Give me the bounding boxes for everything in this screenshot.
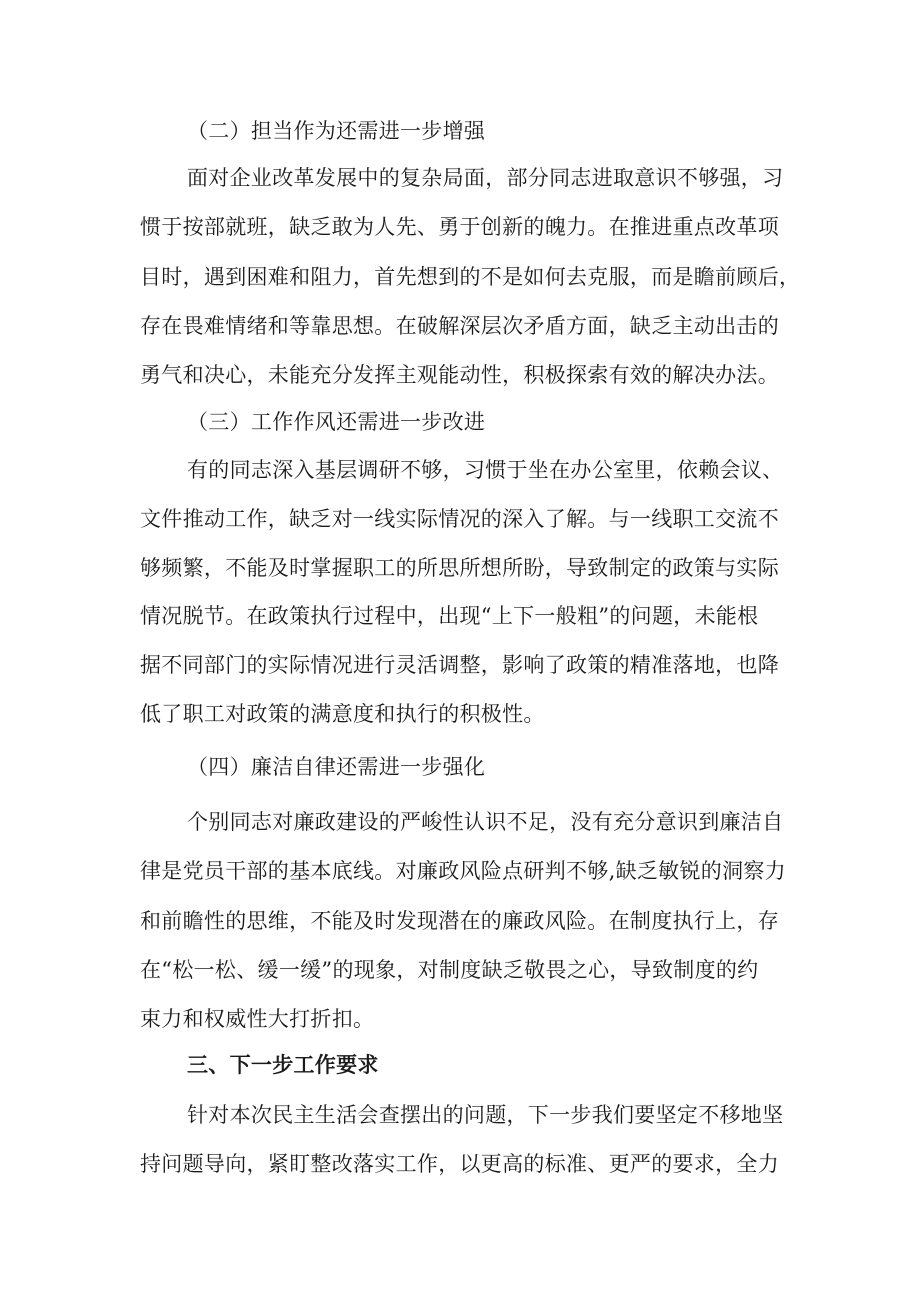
paragraph-line: 个别同志对廉政建设的严峻性认识不足，没有充分意识到廉洁自 xyxy=(187,810,784,834)
paragraph-line: 在“松一松、缓一缓”的现象，对制度缺乏敬畏之心，导致制度的约 xyxy=(140,958,759,982)
paragraph-line: 持问题导向，紧盯整改落实工作，以更高的标准、更严的要求，全力 xyxy=(140,1152,779,1176)
paragraph-line: 低了职工对政策的满意度和执行的积极性。 xyxy=(140,702,545,726)
paragraph-line: 情况脱节。在政策执行过程中，出现“上下一般粗”的问题，未能根 xyxy=(140,604,759,628)
section-heading-3: （三）工作作风还需进一步改进 xyxy=(187,410,486,434)
section-heading-next-steps: 三、下一步工作要求 xyxy=(187,1052,379,1077)
paragraph-line: 面对企业改革发展中的复杂局面，部分同志进取意识不够强，习 xyxy=(187,166,784,190)
section-heading-2: （二）担当作为还需进一步增强 xyxy=(187,119,486,143)
paragraph-line: 和前瞻性的思维，不能及时发现潜在的廉政风险。在制度执行上，存 xyxy=(140,909,779,933)
section-heading-4: （四）廉洁自律还需进一步强化 xyxy=(187,755,486,779)
paragraph-line: 律是党员干部的基本底线。对廉政风险点研判不够,缺乏敏锐的洞察力 xyxy=(140,859,786,883)
paragraph-line: 目时，遇到困难和阻力，首先想到的不是如何去克服，而是瞻前顾后， xyxy=(140,265,801,289)
paragraph-line: 针对本次民主生活会查摆出的问题，下一步我们要坚定不移地坚 xyxy=(187,1103,784,1127)
paragraph-line: 有的同志深入基层调研不够，习惯于坐在办公室里，依赖会议、 xyxy=(187,458,784,482)
paragraph-line: 够频繁，不能及时掌握职工的所思所想所盼，导致制定的政策与实际 xyxy=(140,556,779,580)
paragraph-line: 存在畏难情绪和等靠思想。在破解深层次矛盾方面，缺乏主动出击的 xyxy=(140,314,779,338)
paragraph-line: 束力和权威性大打折扣。 xyxy=(140,1007,375,1031)
paragraph-line: 惯于按部就班，缺乏敢为人先、勇于创新的魄力。在推进重点改革项 xyxy=(140,215,779,239)
paragraph-line: 文件推动工作，缺乏对一线实际情况的深入了解。与一线职工交流不 xyxy=(140,507,779,531)
paragraph-line: 勇气和决心，未能充分发挥主观能动性，积极探索有效的解决办法。 xyxy=(140,363,779,387)
paragraph-line: 据不同部门的实际情况进行灵活调整，影响了政策的精准落地，也降 xyxy=(140,653,779,677)
